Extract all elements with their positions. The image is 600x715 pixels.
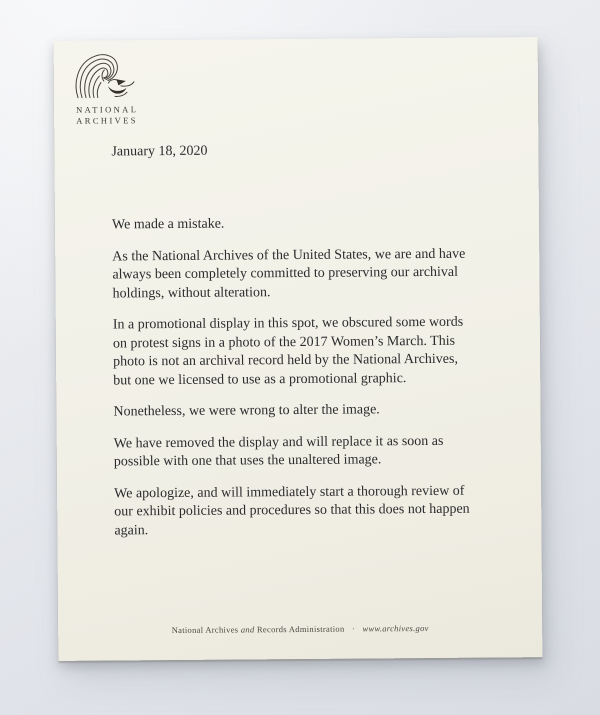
paragraph-commitment: As the National Archives of the United States, we are and have always been completely committed to preserving our archival holdings, without alteration. (112, 246, 466, 301)
paragraph-wrong-to-alter: Nonetheless, we were wrong to alter the image. (113, 402, 380, 420)
date-line: January 18, 2020 (111, 143, 208, 160)
paragraph-promotional-display: In a promotional display in this spot, we obscured some words on protest signs in a photo of the 2017 Women’s March. This photo is not an archival record held by the National Archives, but one we licensed to use as a promotional graphic. (112, 314, 464, 388)
org-name-line1: NATIONAL (76, 104, 139, 115)
footer-website-url: www.archives.gov (362, 622, 429, 634)
letterhead-org-name (76, 104, 138, 125)
letter-body (112, 213, 515, 553)
footer-separator-dot: · (351, 623, 356, 634)
paragraph-apology: We apologize, and will immediately start a thorough review of our exhibit policies and procedures so that this does not happen again. (114, 483, 470, 538)
footer-and: and (240, 624, 255, 635)
letterhead-footer (58, 622, 542, 636)
paragraph-mistake: We made a mistake. (111, 216, 225, 233)
paragraph-removed-display: We have removed the display and will replace it as soon as possible with one that uses the unaltered image. (113, 433, 444, 470)
national-archives-eagle-logo-icon (71, 52, 135, 103)
letter-paper (54, 37, 543, 661)
letterhead (71, 52, 139, 126)
footer-org-part2: Records Administration (256, 623, 345, 635)
footer-org-part1: National Archives (171, 624, 239, 636)
org-name-line2: ARCHIVES (76, 114, 138, 126)
